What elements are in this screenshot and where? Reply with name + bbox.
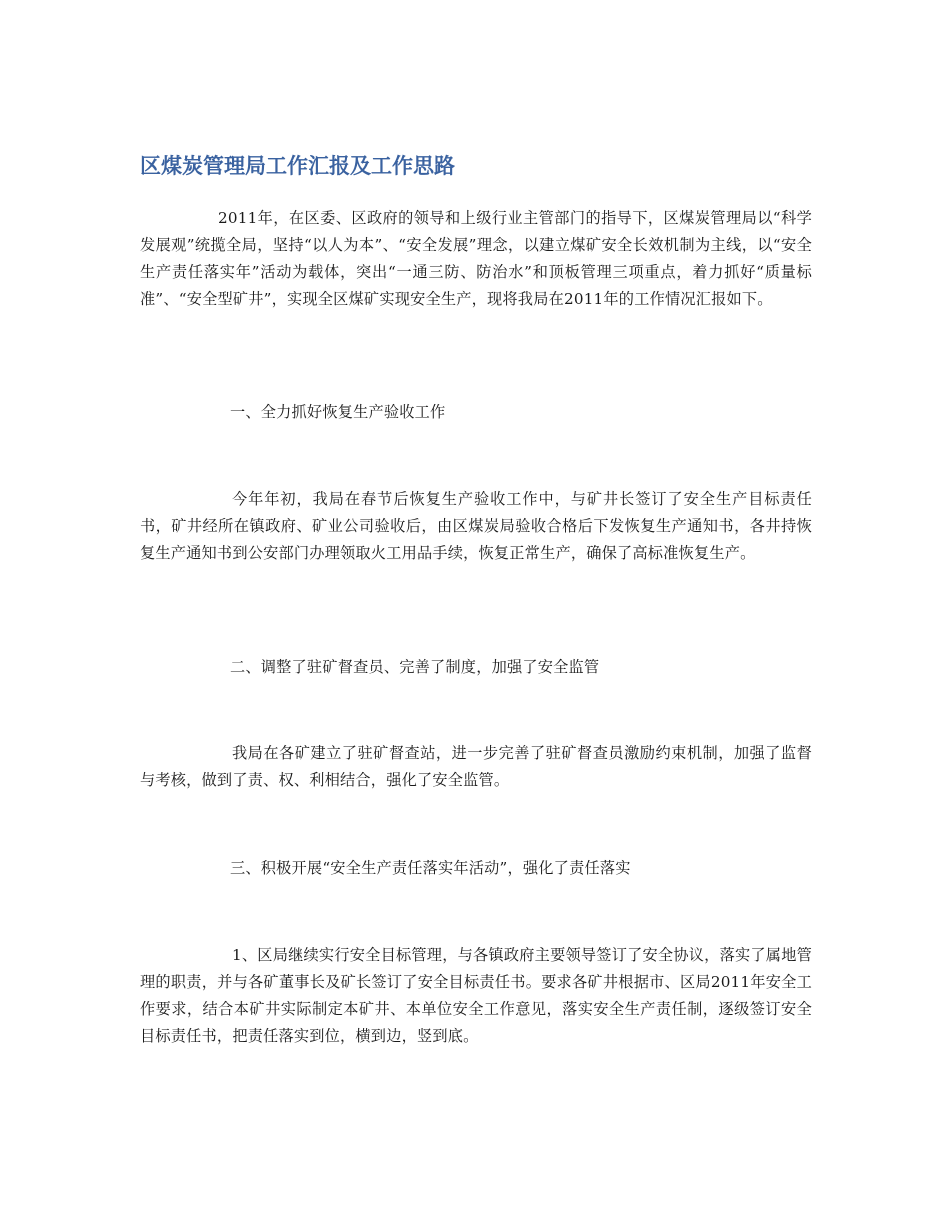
- intro-paragraph: 2011年，在区委、区政府的领导和上级行业主管部门的指导下，区煤炭管理局以“科学发展观”统揽全局，坚持“以人为本”、“安全发展”理念，以建立煤矿安全长效机制为主线，以“安全生产责任落实年”活动为载体，突出“一通三防、防治水”和顶板管理三项重点，着力抓好“质量标准”、“安全型矿井”，实现全区煤矿实现安全生产，现将我局在2011年的工作情况汇报如下。: [140, 209, 812, 308]
- section-heading-1: 一、全力抓好恢复生产验收工作: [230, 403, 446, 421]
- section-heading-2: 二、调整了驻矿督查员、完善了制度，加强了安全监管: [230, 658, 600, 676]
- section-body-1: 今年年初，我局在春节后恢复生产验收工作中，与矿井长签订了安全生产目标责任书，矿井经所在镇政府、矿业公司验收后，由区煤炭局验收合格后下发恢复生产通知书，各井持恢复生产通知书到公安部门办理领取火工用品手续，恢复正常生产，确保了高标准恢复生产。: [140, 490, 812, 562]
- section-heading-3: 三、积极开展“安全生产责任落实年活动”，强化了责任落实: [230, 859, 631, 877]
- section-body-3: 1、区局继续实行安全目标管理，与各镇政府主要领导签订了安全协议，落实了属地管理的职责，并与各矿董事长及矿长签订了安全目标责任书。要求各矿井根据市、区局2011年安全工作要求，结合本矿井实际制定本矿井、本单位安全工作意见，落实安全生产责任制，逐级签订安全目标责任书，把责任落实到位，横到边，竖到底。: [140, 946, 812, 1045]
- section-body-2: 我局在各矿建立了驻矿督查站，进一步完善了驻矿督查员激励约束机制，加强了监督与考核，做到了责、权、利相结合，强化了安全监管。: [140, 744, 812, 789]
- document-title: 区煤炭管理局工作汇报及工作思路: [140, 154, 455, 178]
